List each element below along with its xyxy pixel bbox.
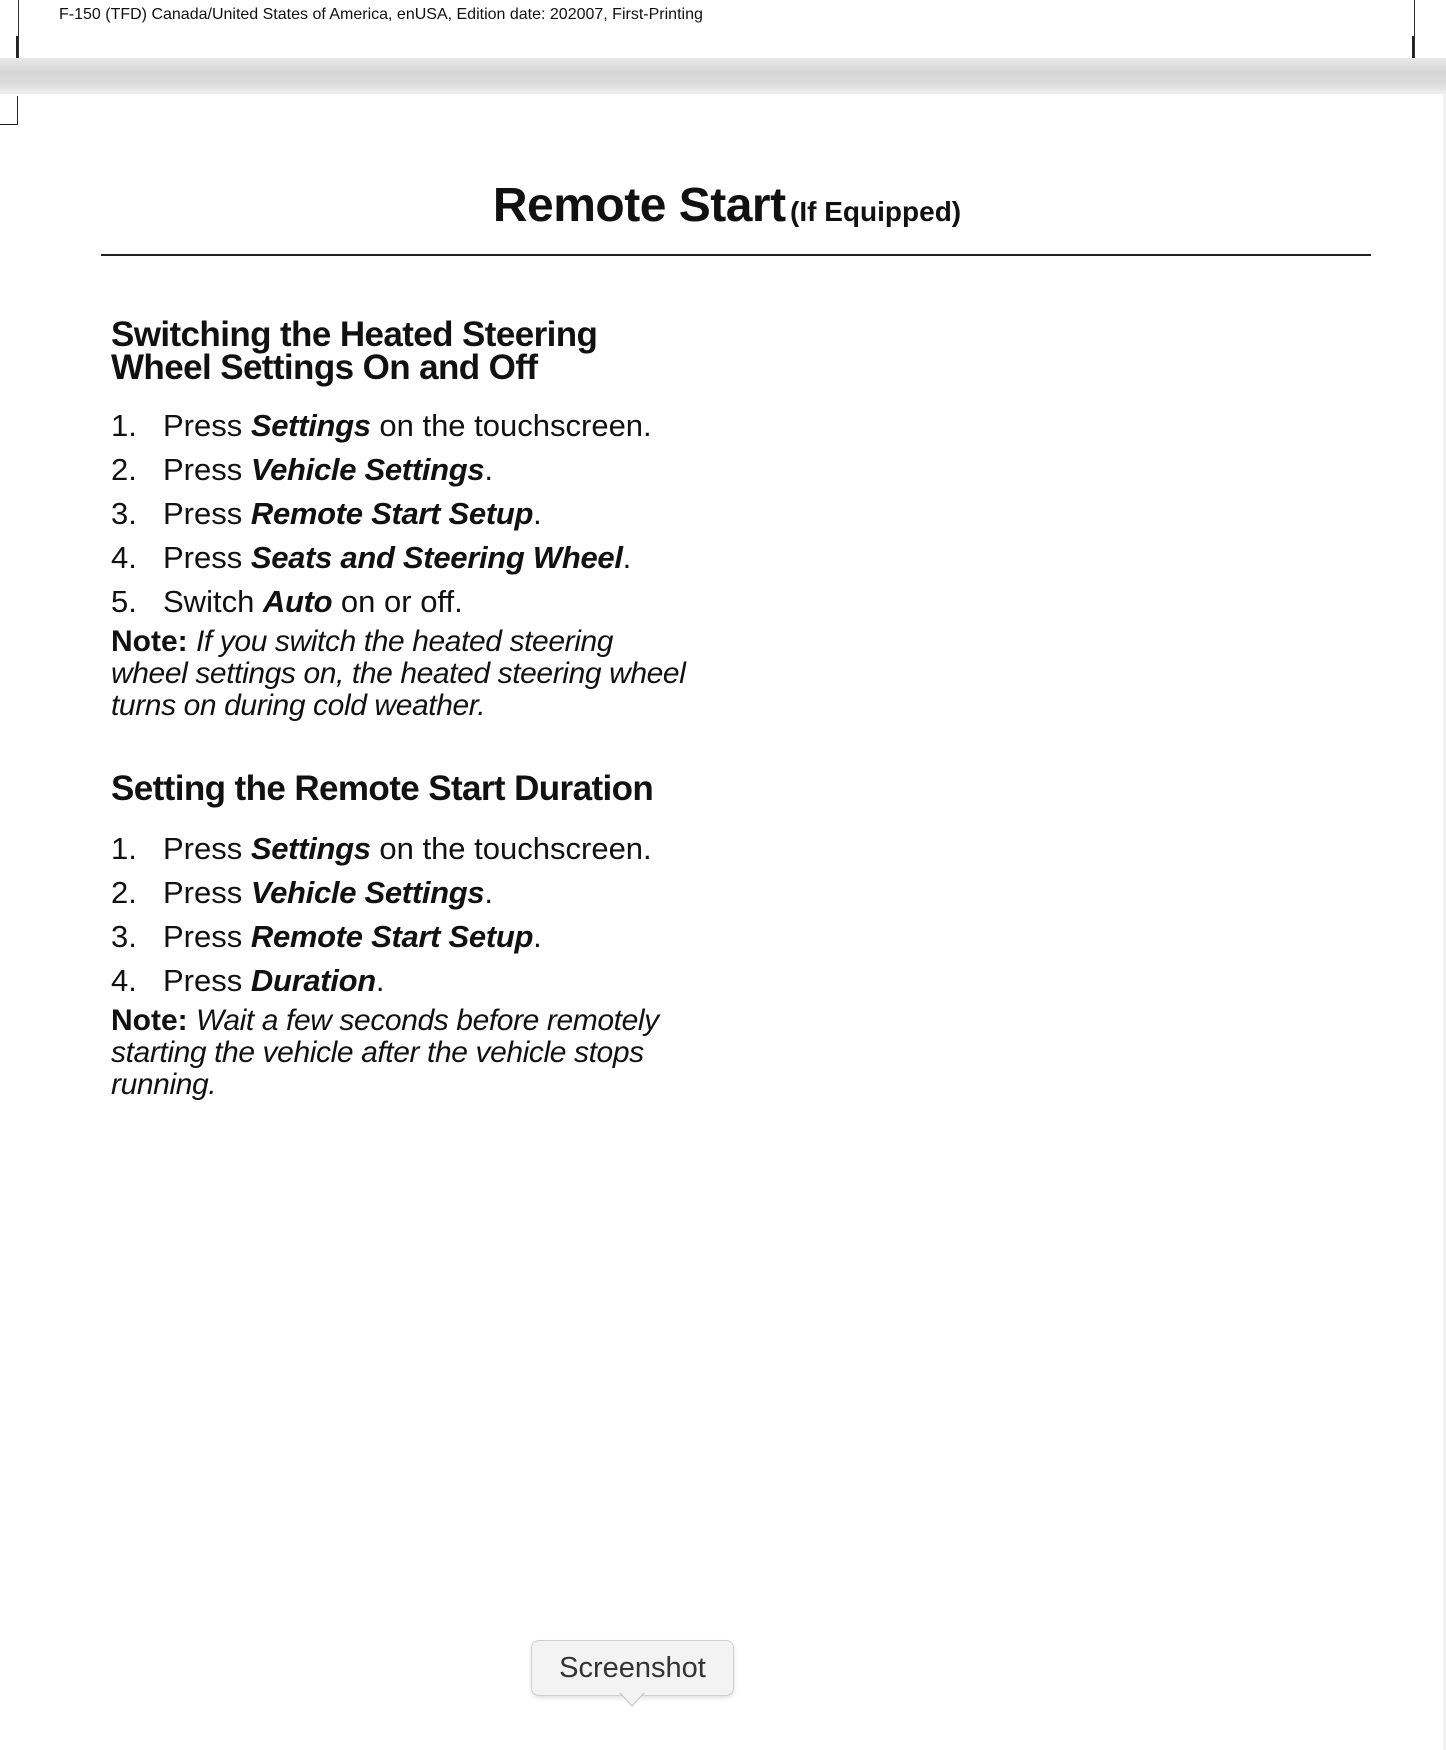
screenshot-tooltip-button[interactable]: Screenshot (531, 1640, 734, 1696)
steps-list (111, 404, 731, 624)
step-text: Press (163, 496, 251, 531)
note-text: turns on during cold weather. (111, 689, 486, 722)
step-text: Press (163, 408, 251, 443)
step-emphasis: Duration (250, 963, 376, 998)
step-text: Press (163, 831, 251, 866)
step-text: Switch (163, 584, 263, 619)
note-label: Note: (111, 1004, 188, 1037)
steps-list (111, 827, 731, 1003)
note-text: Wait a few seconds before remotely (196, 1004, 659, 1037)
list-item (111, 580, 731, 624)
section-heading: Setting the Remote Start Duration (111, 769, 654, 808)
tooltip-pointer (621, 1693, 643, 1705)
section-heated-steering-wheel (111, 315, 731, 722)
step-emphasis: Remote Start Setup (250, 496, 534, 531)
note-text: running. (111, 1068, 217, 1101)
step-emphasis: Seats and Steering Wheel (250, 540, 623, 575)
step-text: Press (163, 875, 251, 910)
title-suffix: (If Equipped) (790, 196, 962, 227)
step-text: Press (163, 540, 251, 575)
crop-mark (1412, 36, 1414, 58)
step-text: on the touchscreen. (370, 831, 652, 866)
step-number: 4. (111, 540, 137, 575)
step-text: on the touchscreen. (370, 408, 652, 443)
note-text: If you switch the heated steering (196, 625, 614, 658)
step-emphasis: Settings (250, 831, 371, 866)
step-number: 2. (111, 875, 137, 910)
note-text: starting the vehicle after the vehicle stops (111, 1036, 644, 1069)
step-number: 3. (111, 919, 137, 954)
step-text: . (484, 452, 493, 487)
list-item (111, 871, 731, 915)
note-label: Note: (111, 625, 188, 658)
heading-line: Wheel Settings On and Off (111, 348, 538, 387)
list-item (111, 448, 731, 492)
page-title (83, 178, 1371, 233)
step-emphasis: Vehicle Settings (250, 875, 485, 910)
section-heading (111, 315, 731, 387)
list-item (111, 959, 731, 1003)
step-number: 1. (111, 408, 137, 443)
list-item (111, 915, 731, 959)
step-number: 1. (111, 831, 137, 866)
step-number: 5. (111, 584, 137, 619)
step-text: on or off. (332, 584, 463, 619)
step-text: Press (163, 919, 251, 954)
step-text: . (484, 875, 493, 910)
title-main: Remote Start (492, 179, 786, 232)
list-item (111, 827, 731, 871)
step-emphasis: Remote Start Setup (250, 919, 534, 954)
step-number: 2. (111, 452, 137, 487)
note-text: wheel settings on, the heated steering wheel (111, 657, 686, 690)
step-text: Press (163, 452, 251, 487)
step-text: . (533, 919, 542, 954)
title-divider (101, 254, 1371, 256)
crop-mark (16, 36, 18, 58)
note (111, 626, 731, 722)
crop-mark (0, 96, 18, 125)
step-emphasis: Vehicle Settings (250, 452, 485, 487)
edition-footer-text: F-150 (TFD) Canada/United States of America, enUSA, Edition date: 202007, First-Printing (59, 6, 703, 23)
note (111, 1005, 731, 1101)
list-item (111, 536, 731, 580)
section-remote-start-duration (111, 769, 731, 1101)
step-text: . (375, 963, 385, 998)
previous-page-footer (18, 0, 1415, 58)
list-item (111, 492, 731, 536)
page-separator (0, 58, 1446, 94)
step-number: 3. (111, 496, 137, 531)
step-emphasis: Settings (250, 408, 371, 443)
step-text: . (533, 496, 542, 531)
step-emphasis: Auto (262, 584, 333, 619)
step-text: . (622, 540, 632, 575)
step-number: 4. (111, 963, 137, 998)
step-text: Press (163, 963, 251, 998)
heading-line: Switching the Heated Steering (111, 315, 598, 354)
list-item (111, 404, 731, 448)
